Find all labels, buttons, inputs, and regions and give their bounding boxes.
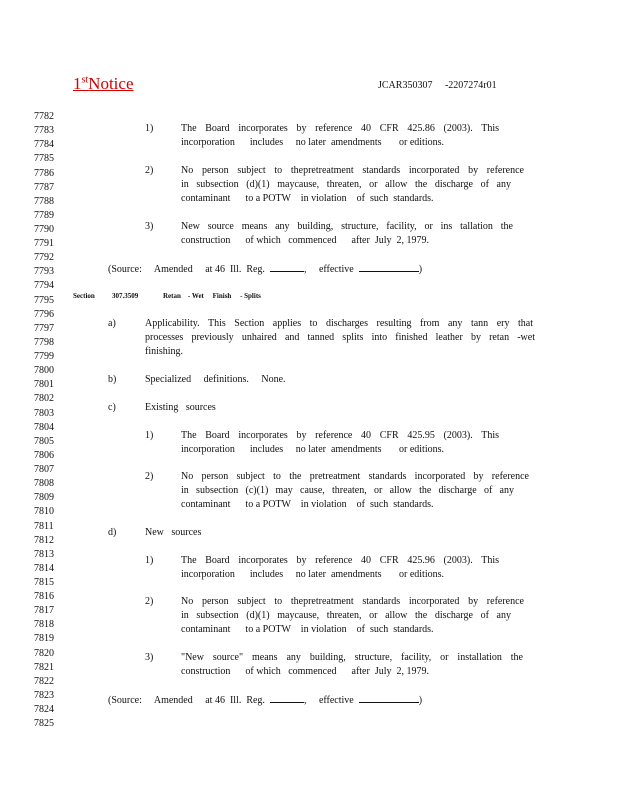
- item-text: incorporation includes no later amendments or editions.: [181, 444, 444, 455]
- line-number: 7782: [34, 111, 54, 122]
- notice-heading: [73, 74, 144, 94]
- line-number: 7798: [34, 336, 54, 348]
- register-issue-blank: [270, 693, 304, 703]
- line-number: 7823: [34, 689, 54, 701]
- subsection-text: Applicability. This Section applies to discharges resulting from any tann ery that: [145, 318, 533, 329]
- item-text: The Board incorporates by reference 40 CFR 425.95 (2003). This: [181, 430, 499, 441]
- item-text: contaminant to a POTW in violation of such standards.: [181, 624, 434, 635]
- subsection-text: finishing.: [145, 346, 184, 357]
- item-text: construction of which commenced after July 2, 1979.: [181, 666, 429, 677]
- item-number: 1): [145, 430, 154, 441]
- source-close: ): [418, 695, 423, 706]
- item-text: New source means any building, structure, facility, or ins tallation the: [181, 221, 513, 232]
- line-number: 7794: [34, 280, 54, 292]
- line-number: 7815: [34, 577, 54, 588]
- item-text: in subsection (d)(1) maycause, threaten, or allow the discharge of any: [181, 179, 511, 190]
- item-text: contaminant to a POTW in violation of such standards.: [181, 193, 434, 204]
- line-number: 7789: [34, 209, 54, 221]
- section-number: 307.3509: [112, 292, 139, 300]
- item-number: 2): [145, 471, 154, 482]
- source-label: (Source:: [108, 695, 142, 706]
- item-text: The Board incorporates by reference 40 CFR 425.96 (2003). This: [181, 555, 499, 566]
- source-effective-label: effective: [318, 695, 354, 706]
- line-number: 7809: [34, 492, 54, 504]
- line-number: 7818: [34, 619, 54, 631]
- line-number: 7797: [34, 322, 54, 334]
- section-title: Retan - Wet Finish - Splits: [163, 292, 261, 300]
- item-text: contaminant to a POTW in violation of such standards.: [181, 499, 434, 510]
- source-close: ): [418, 264, 423, 275]
- line-number: 7802: [34, 393, 54, 405]
- line-number: 7820: [34, 647, 54, 659]
- line-number: 7812: [34, 534, 54, 546]
- item-text: in subsection (c)(1) may cause, threaten, or allow the discharge of any: [181, 485, 514, 496]
- line-number: 7788: [34, 195, 54, 207]
- item-number: 1): [145, 123, 154, 134]
- line-number: 7796: [34, 308, 54, 320]
- line-number: 7793: [34, 266, 54, 278]
- notice-ordinal-suffix: st: [81, 74, 89, 86]
- line-number: 7805: [34, 435, 54, 447]
- line-number: 7819: [34, 633, 54, 645]
- line-number: 7811: [34, 520, 54, 532]
- source-label: (Source:: [108, 264, 142, 275]
- line-number: 7822: [34, 675, 54, 687]
- item-text: incorporation includes no later amendments or editions.: [181, 569, 444, 580]
- line-number: 7821: [34, 661, 54, 673]
- line-number: 7791: [34, 238, 54, 250]
- jcar-document-code: JCAR350307 -2207274r01: [378, 80, 497, 91]
- item-text: No person subject to thepretreatment standards incorporated by reference: [181, 596, 524, 607]
- line-number: 7803: [34, 407, 54, 419]
- item-text: incorporation includes no later amendments or editions.: [181, 137, 444, 148]
- source-note: (Source: Amended at 46 Ill. Reg. , effective ): [108, 695, 423, 706]
- line-number: 7795: [34, 294, 54, 306]
- line-number: 7807: [34, 464, 54, 475]
- subsection-label: d): [108, 527, 117, 538]
- effective-date-blank: [359, 262, 419, 272]
- line-number: 7817: [34, 605, 54, 617]
- line-number: 7816: [34, 591, 54, 603]
- subsection-label: a): [108, 318, 116, 329]
- subsection-text: Specialized definitions. None.: [145, 374, 286, 385]
- line-number: 7786: [34, 167, 54, 179]
- line-number: 7804: [34, 421, 54, 433]
- item-number: 2): [145, 596, 154, 607]
- line-number: 7783: [34, 125, 54, 137]
- source-amended-text: Amended at 46 Ill. Reg.: [153, 264, 265, 275]
- item-number: 3): [145, 221, 154, 232]
- source-note: (Source: Amended at 46 Ill. Reg. , effective ): [108, 264, 423, 275]
- subsection-heading: New sources: [145, 527, 202, 538]
- subsection-heading: Existing sources: [145, 402, 216, 413]
- line-number: 7800: [34, 365, 54, 377]
- effective-date-blank: [359, 693, 419, 703]
- line-number: 7808: [34, 478, 54, 490]
- subsection-text: processes previously unhaired and tanned splits into finished leather by retan -wet: [145, 332, 535, 343]
- line-number: 7825: [34, 718, 54, 730]
- section-heading-word: Section: [73, 292, 95, 300]
- item-text: No person subject to thepretreatment standards incorporated by reference: [181, 165, 524, 176]
- item-text: "New source" means any building, structure, facility, or installation the: [181, 652, 523, 663]
- notice-word: Notice: [88, 74, 134, 93]
- line-number: 7810: [34, 506, 54, 518]
- line-number: 7785: [34, 153, 54, 165]
- item-text: in subsection (d)(1) maycause, threaten, or allow the discharge of any: [181, 610, 511, 621]
- item-text: No person subject to the pretreatment standards incorporated by reference: [181, 471, 529, 482]
- item-number: 3): [145, 652, 154, 663]
- notice-number: 1: [73, 74, 82, 93]
- source-amended-text: Amended at 46 Ill. Reg.: [153, 695, 265, 706]
- line-number: 7790: [34, 224, 54, 235]
- subsection-label: c): [108, 402, 116, 413]
- line-number: 7801: [34, 379, 54, 391]
- register-issue-blank: [270, 262, 304, 272]
- line-number: 7792: [34, 252, 54, 264]
- line-number: 7814: [34, 562, 54, 574]
- line-number: 7799: [34, 351, 54, 362]
- item-number: 1): [145, 555, 154, 566]
- line-number: 7787: [34, 181, 54, 193]
- item-text: construction of which commenced after July 2, 1979.: [181, 235, 429, 246]
- line-number: 7806: [34, 449, 54, 461]
- line-number: 7813: [34, 548, 54, 560]
- item-number: 2): [145, 165, 154, 176]
- item-text: The Board incorporates by reference 40 CFR 425.86 (2003). This: [181, 123, 499, 134]
- line-number: 7784: [34, 139, 54, 151]
- subsection-label: b): [108, 374, 117, 385]
- line-number: 7824: [34, 704, 54, 715]
- source-effective-label: effective: [318, 264, 354, 275]
